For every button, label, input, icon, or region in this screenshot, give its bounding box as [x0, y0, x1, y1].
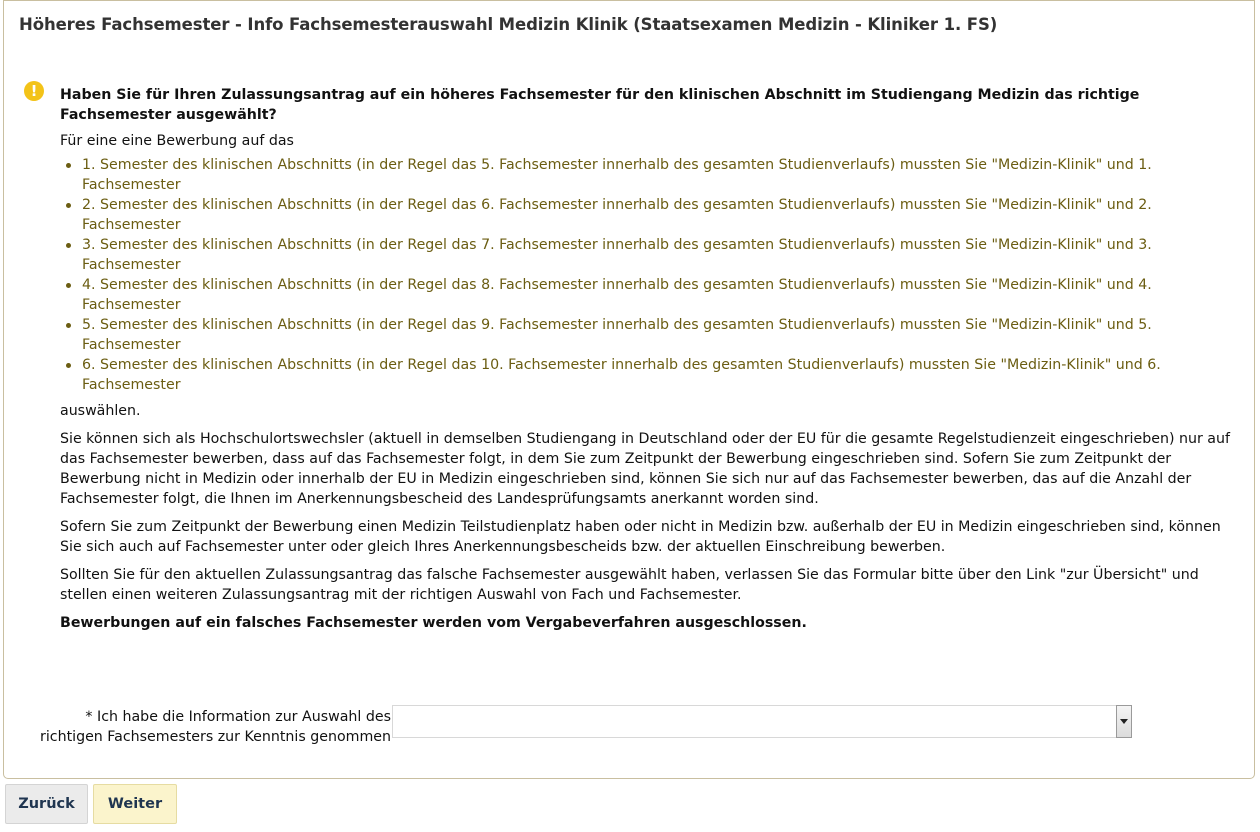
semester-list-item: 4. Semester des klinischen Abschnitts (in der Regel das 8. Fachsemester innerhalb des gesamten Studienverlaufs) mussten Sie "Medizin-Klinik" und 4. Fachsemester [82, 275, 1240, 315]
acknowledge-form-row [24, 705, 1244, 775]
semester-list-item: 1. Semester des klinischen Abschnitts (in der Regel das 5. Fachsemester innerhalb des gesamten Studienverlaufs) mussten Sie "Medizin-Klinik" und 1. Fachsemester [82, 155, 1240, 195]
acknowledge-label: * Ich habe die Information zur Auswahl des richtigen Fachsemesters zur Kenntnis genommen [40, 709, 391, 745]
paragraph-wrong-selection: Sollten Sie für den aktuellen Zulassungsantrag das falsche Fachsemester ausgewählt haben, verlassen Sie das Formular bitte über den Link "zur Übersicht" und stellen einen weiteren Zulassungsantrag mit der richtigen Auswahl von Fach und Fachsemester. [60, 567, 1199, 603]
back-button[interactable]: Zurück [5, 784, 88, 824]
after-list-text: auswählen. [60, 403, 141, 419]
info-intro: Für eine eine Bewerbung auf das [60, 133, 294, 149]
paragraph-partial-place: Sofern Sie zum Zeitpunkt der Bewerbung einen Medizin Teilstudienplatz haben oder nicht in Medizin bzw. außerhalb der EU in Medizin eingeschrieben sind, können Sie sich auch auf Fachsemester unter oder gleich Ihres Anerkennungsbescheids bzw. der aktuellen Einschreibung bewerben. [60, 519, 1221, 555]
panel-title: Höheres Fachsemester - Info Fachsemesterauswahl Medizin Klinik (Staatsexamen Medizin - Kliniker 1. FS) [19, 15, 998, 34]
semester-list-item: 3. Semester des klinischen Abschnitts (in der Regel das 7. Fachsemester innerhalb des gesamten Studienverlaufs) mussten Sie "Medizin-Klinik" und 3. Fachsemester [82, 235, 1240, 275]
info-panel [3, 0, 1255, 779]
semester-list [60, 155, 1240, 395]
warning-text: Bewerbungen auf ein falsches Fachsemester werden vom Vergabeverfahren ausgeschlossen. [60, 615, 807, 631]
info-icon: ! [24, 81, 44, 101]
acknowledge-select[interactable] [392, 705, 1132, 738]
info-content [60, 85, 1240, 633]
chevron-down-icon[interactable] [1116, 705, 1132, 738]
info-question: Haben Sie für Ihren Zulassungsantrag auf ein höheres Fachsemester für den klinischen Abschnitt im Studiengang Medizin das richtige Fachsemester ausgewählt? [60, 87, 1140, 123]
semester-list-item: 2. Semester des klinischen Abschnitts (in der Regel das 6. Fachsemester innerhalb des gesamten Studienverlaufs) mussten Sie "Medizin-Klinik" und 2. Fachsemester [82, 195, 1240, 235]
paragraph-transfer: Sie können sich als Hochschulortswechsler (aktuell in demselben Studiengang in Deutschland oder der EU für die gesamte Regelstudienzeit eingeschrieben) nur auf das Fachsemester bewerben, dass auf das Fachsemester folgt, in dem Sie zum Zeitpunkt der Bewerbung eingeschrieben sind. Sofern Sie zum Zeitpunkt der Bewerbung nicht in Medizin oder innerhalb der EU in Medizin eingeschrieben sind, können Sie sich nur auf das Fachsemester bewerben, das auf die Anzahl der Fachsemester folgt, die Ihnen im Anerkennungsbescheid des Landesprüfungsamts anerkannt worden sind. [60, 431, 1230, 507]
semester-list-item: 6. Semester des klinischen Abschnitts (in der Regel das 10. Fachsemester innerhalb des gesamten Studienverlaufs) mussten Sie "Medizin-Klinik" und 6. Fachsemester [82, 355, 1240, 395]
next-button[interactable]: Weiter [93, 784, 177, 824]
semester-list-item: 5. Semester des klinischen Abschnitts (in der Regel das 9. Fachsemester innerhalb des gesamten Studienverlaufs) mussten Sie "Medizin-Klinik" und 5. Fachsemester [82, 315, 1240, 355]
